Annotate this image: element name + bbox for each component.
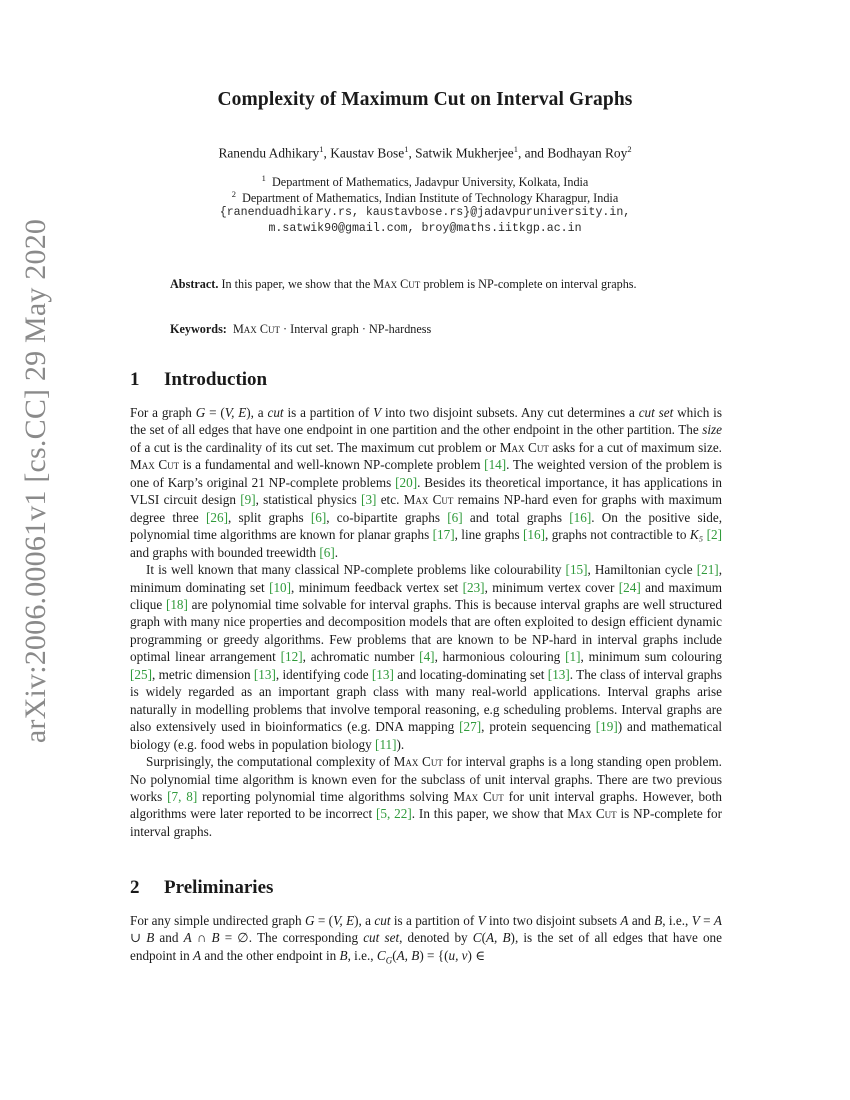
keyword-separator: · bbox=[358, 322, 369, 336]
max-cut-term: Max Cut bbox=[567, 806, 617, 822]
email-line-1[interactable]: {ranenduadhikary.rs, kaustavbose.rs}@jadavpuruniversity.in, bbox=[219, 206, 631, 219]
author: Satwik Mukherjee bbox=[415, 145, 514, 161]
math: A, B bbox=[485, 930, 511, 946]
separator: , and bbox=[517, 145, 548, 161]
max-cut-term: Max Cut bbox=[453, 788, 504, 804]
math: C bbox=[472, 930, 482, 946]
citation-link[interactable]: [14] bbox=[484, 457, 507, 473]
citation-link[interactable]: [23] bbox=[462, 579, 485, 595]
citation-link[interactable]: [1] bbox=[565, 649, 581, 665]
author-list bbox=[0, 144, 850, 161]
citation-link[interactable]: [27] bbox=[459, 719, 482, 735]
abstract bbox=[170, 276, 682, 292]
math: A bbox=[193, 947, 202, 963]
math: A bbox=[620, 913, 629, 928]
author-affiliation-mark: 1 bbox=[404, 144, 409, 154]
citation-link[interactable]: [26] bbox=[205, 509, 228, 525]
math: B bbox=[146, 930, 155, 946]
affiliation-mark: 2 bbox=[231, 189, 236, 199]
citation-link[interactable]: [7, 8] bbox=[167, 788, 198, 804]
section-number: 1 bbox=[130, 369, 140, 390]
emphasis: cut set bbox=[363, 930, 400, 946]
affiliation-text: Department of Mathematics, Indian Institute of Technology Kharagpur, India bbox=[242, 191, 619, 206]
keywords bbox=[170, 321, 682, 337]
emphasis: size bbox=[702, 422, 722, 438]
math-subscript: G bbox=[385, 955, 393, 966]
arxiv-stamp bbox=[14, 218, 58, 744]
author-affiliation-mark: 1 bbox=[319, 144, 324, 154]
intro-paragraph-3: Surprisingly, the computational complexity of Max Cut for interval graphs is a long standing open problem. No polynomial time algorithm is known even for the subclass of unit interval graphs. There are two previous works [7, 8] reporting polynomial time algorithms solving Max Cut for unit interval graphs. However, both algorithms were later reported to be incorrect [5, 22]. In this paper, we show that Max Cut is NP-complete for interval graphs. bbox=[130, 754, 723, 839]
math: V, E bbox=[224, 405, 247, 420]
citation-link[interactable]: [6] bbox=[310, 509, 327, 525]
citation-link[interactable]: [21] bbox=[696, 562, 719, 578]
citation-link[interactable]: [13] bbox=[253, 666, 276, 682]
citation-link[interactable]: [24] bbox=[618, 579, 641, 595]
author-affiliation-mark: 1 bbox=[513, 144, 518, 154]
math: K₅ bbox=[689, 527, 704, 543]
math: C bbox=[376, 947, 386, 963]
math: V bbox=[373, 405, 382, 420]
citation-link[interactable]: [13] bbox=[547, 666, 570, 682]
section-title: Preliminaries bbox=[164, 877, 274, 898]
abstract-text: In this paper, we show that the bbox=[218, 277, 374, 291]
introduction-body bbox=[130, 404, 722, 840]
citation-link[interactable]: [3] bbox=[361, 492, 377, 508]
citation-link[interactable]: [6] bbox=[319, 544, 335, 560]
keywords-label: Keywords: bbox=[170, 322, 227, 336]
citation-link[interactable]: [16] bbox=[569, 509, 592, 525]
citation-link[interactable]: [5, 22] bbox=[376, 806, 412, 822]
math: G bbox=[304, 913, 315, 928]
separator: , bbox=[408, 145, 416, 161]
max-cut-term: Max Cut bbox=[393, 754, 443, 770]
max-cut-term: Max Cut bbox=[130, 457, 180, 473]
citation-link[interactable]: [10] bbox=[269, 579, 292, 595]
author-affiliation-mark: 2 bbox=[627, 144, 632, 154]
math: B bbox=[654, 913, 663, 928]
citation-link[interactable]: [20] bbox=[395, 474, 418, 490]
section-number: 2 bbox=[130, 877, 140, 898]
affiliation-2 bbox=[0, 189, 850, 206]
section-heading-preliminaries bbox=[130, 877, 273, 899]
abstract-label: Abstract. bbox=[170, 277, 219, 291]
citation-link[interactable]: [16] bbox=[523, 527, 546, 543]
citation-link[interactable]: [12] bbox=[280, 649, 303, 665]
citation-link[interactable]: [9] bbox=[240, 492, 256, 508]
separator: , bbox=[323, 145, 331, 161]
citation-link[interactable]: [11] bbox=[375, 736, 397, 752]
preliminaries-body bbox=[130, 912, 722, 970]
emphasis: cut bbox=[374, 913, 391, 928]
keyword-separator: · bbox=[279, 322, 291, 336]
citation-link[interactable]: [13] bbox=[371, 666, 394, 682]
math: V bbox=[691, 913, 700, 928]
max-cut-term: Max Cut bbox=[499, 439, 549, 455]
author: Ranendu Adhikary bbox=[218, 145, 320, 161]
affiliation-1 bbox=[0, 173, 850, 190]
citation-link[interactable]: [6] bbox=[447, 509, 463, 525]
emphasis: cut set bbox=[638, 405, 674, 420]
prelim-paragraph-1: For any simple undirected graph G = (V, E), a cut is a partition of V into two disjoint subsets A and B, i.e., V = A ∪ B and A ∩ B = ∅. The corresponding cut set, denoted by C(A, B), is the set of all edges that have one endpoint in A and the other endpoint in B, i.e., $C_G(A$, B) = {(u, v) ∈ bbox=[130, 913, 722, 966]
intro-paragraph-1: For a graph G = (V, E), a cut is a partition of V into two disjoint subsets. Any cut determines a cut set which is the set of all edges that have one endpoint in one partition and the other endpoint in the other partition. The size of a cut is the cardinality of its cut set. The maximum cut problem or Max Cut asks for a cut of maximum size. Max Cut is a fundamental and well-known NP-complete problem [14]. The weighted version of the problem is one of Karp’s original 21 NP-complete problems [20]. Besides its theoretical importance, it has applications in VLSI circuit design [9], statistical physics [3] etc. Max Cut remains NP-hard even for graphs with maximum degree three [26], split graphs [6], co-bipartite graphs [6] and total graphs [16]. On the positive side, polynomial time algorithms are known for planar graphs [17], line graphs [16], graphs not contractible to K₅ [2] and graphs with bounded treewidth [6]. bbox=[130, 405, 723, 560]
section-title: Introduction bbox=[164, 369, 268, 390]
section-heading-introduction bbox=[130, 369, 267, 391]
citation-link[interactable]: [4] bbox=[419, 649, 435, 665]
math: V bbox=[477, 913, 486, 928]
paper-title: Complexity of Maximum Cut on Interval Graphs bbox=[217, 89, 633, 110]
keyword: Max Cut bbox=[232, 322, 280, 336]
math: B bbox=[339, 947, 348, 963]
citation-link[interactable]: [19] bbox=[595, 719, 618, 735]
keyword: Interval graph bbox=[290, 322, 359, 336]
max-cut-term: Max Cut bbox=[403, 492, 454, 508]
math: A, B bbox=[396, 947, 420, 963]
emphasis: cut bbox=[267, 405, 284, 420]
keyword: NP-hardness bbox=[369, 322, 432, 336]
author: Kaustav Bose bbox=[330, 145, 405, 161]
math: G bbox=[195, 405, 206, 420]
author: Bodhayan Roy bbox=[547, 145, 628, 161]
max-cut-term: Max Cut bbox=[373, 277, 421, 291]
affiliation-mark: 1 bbox=[261, 173, 266, 183]
math: A bbox=[183, 930, 192, 946]
citation-link[interactable]: [15] bbox=[565, 562, 588, 578]
math: u, v bbox=[448, 947, 468, 963]
abstract-text: problem is NP-complete on interval graphs. bbox=[420, 277, 637, 291]
affiliation-text: Department of Mathematics, Jadavpur University, Kolkata, India bbox=[272, 175, 589, 190]
citation-link[interactable]: [18] bbox=[165, 596, 188, 612]
math: B bbox=[211, 930, 220, 946]
citation-link[interactable]: [25] bbox=[130, 666, 152, 682]
email-line-2[interactable]: m.satwik90@gmail.com, broy@maths.iitkgp.ac.in bbox=[268, 222, 582, 235]
citation-link[interactable]: [17] bbox=[432, 527, 455, 543]
intro-paragraph-2: It is well known that many classical NP-complete problems like colourability [15], Hamiltonian cycle [21], minimum dominating set [10], minimum feedback vertex set [23], minimum vertex cover [24] and maximum clique [18] are polynomial time solvable for interval graphs. This is because interval graphs are well structured graph with many nice properties and decomposition models that are often exploited to design efficient dynamic programming or greedy algorithms. Few problems that are known to be NP-hard in interval graphs include optimal linear arrangement [12], achromatic number [4], harmonious colouring [1], minimum sum colouring [25], metric dimension [13], identifying code [13] and locating-dominating set [13]. The class of interval graphs is widely regarded as an important graph class with many real-world applications. Interval graphs arise naturally in modelling problems that involve temporal reasoning, e.g scheduling problems. Interval graphs are also extensively used in bioinformatics (e.g. DNA mapping [27], protein sequencing [19]) and mathematical biology (e.g. food webs in population biology [11]). bbox=[130, 562, 722, 752]
math: A bbox=[713, 913, 722, 928]
citation-link[interactable]: [2] bbox=[706, 527, 723, 543]
arxiv-identifier: arXiv:2006.00061v1 [cs.CC] 29 May 2020 bbox=[19, 218, 53, 744]
math: V, E bbox=[333, 913, 355, 928]
